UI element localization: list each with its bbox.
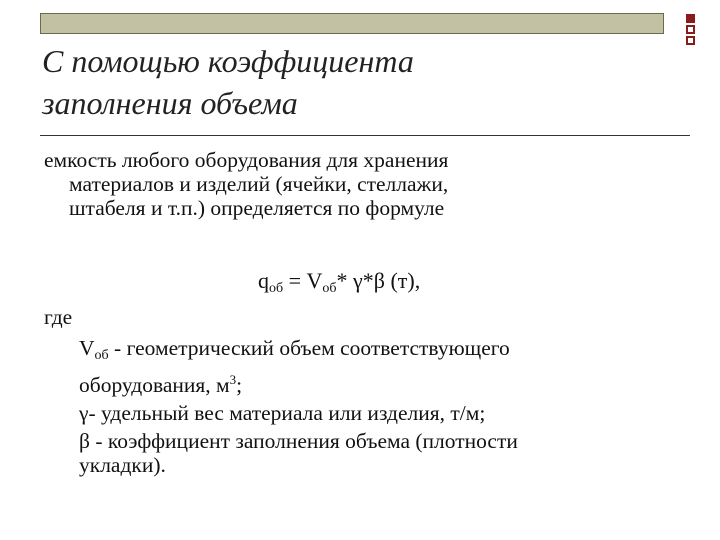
beta-line-1: β - коэффициент заполнения объема (плотности — [79, 429, 518, 453]
header-decoration-squares — [686, 14, 698, 47]
volume-text-a: - геометрический объем соответствующего — [108, 336, 510, 360]
volume-text-c: ; — [236, 373, 243, 397]
where-label: где — [44, 305, 73, 329]
intro-paragraph — [44, 148, 694, 220]
formula-v-subscript: об — [322, 281, 337, 296]
slide-title — [42, 40, 662, 124]
title-line-2: заполнения объема — [42, 85, 298, 121]
title-line-1: С помощью коэффициента — [42, 43, 414, 79]
definition-beta — [79, 429, 679, 477]
square-outline-icon — [686, 25, 695, 34]
volume-subscript: об — [94, 348, 109, 363]
intro-line-1: емкость любого оборудования для хранения — [44, 148, 449, 172]
formula-q: q — [258, 268, 269, 293]
definition-volume — [79, 336, 679, 397]
header-decoration-bar — [40, 13, 664, 34]
beta-line-2: укладки). — [79, 453, 166, 477]
definitions-list — [79, 336, 679, 481]
volume-text-b: оборудования, м — [79, 373, 230, 397]
formula-equals-v: = V — [283, 268, 323, 293]
title-divider — [40, 135, 690, 136]
definition-gamma: γ- удельный вес материала или изделия, т/м; — [79, 401, 486, 425]
intro-line-3: штабеля и т.п.) определяется по формуле — [69, 196, 445, 220]
formula — [258, 268, 420, 297]
filled-square-icon — [686, 14, 695, 23]
formula-rest: * γ*β (т), — [336, 268, 421, 293]
formula-q-subscript: об — [269, 281, 284, 296]
intro-line-2: материалов и изделий (ячейки, стеллажи, — [69, 172, 449, 196]
square-outline-icon — [686, 36, 695, 45]
volume-symbol: V — [79, 336, 95, 360]
volume-superscript: 3 — [229, 372, 237, 387]
